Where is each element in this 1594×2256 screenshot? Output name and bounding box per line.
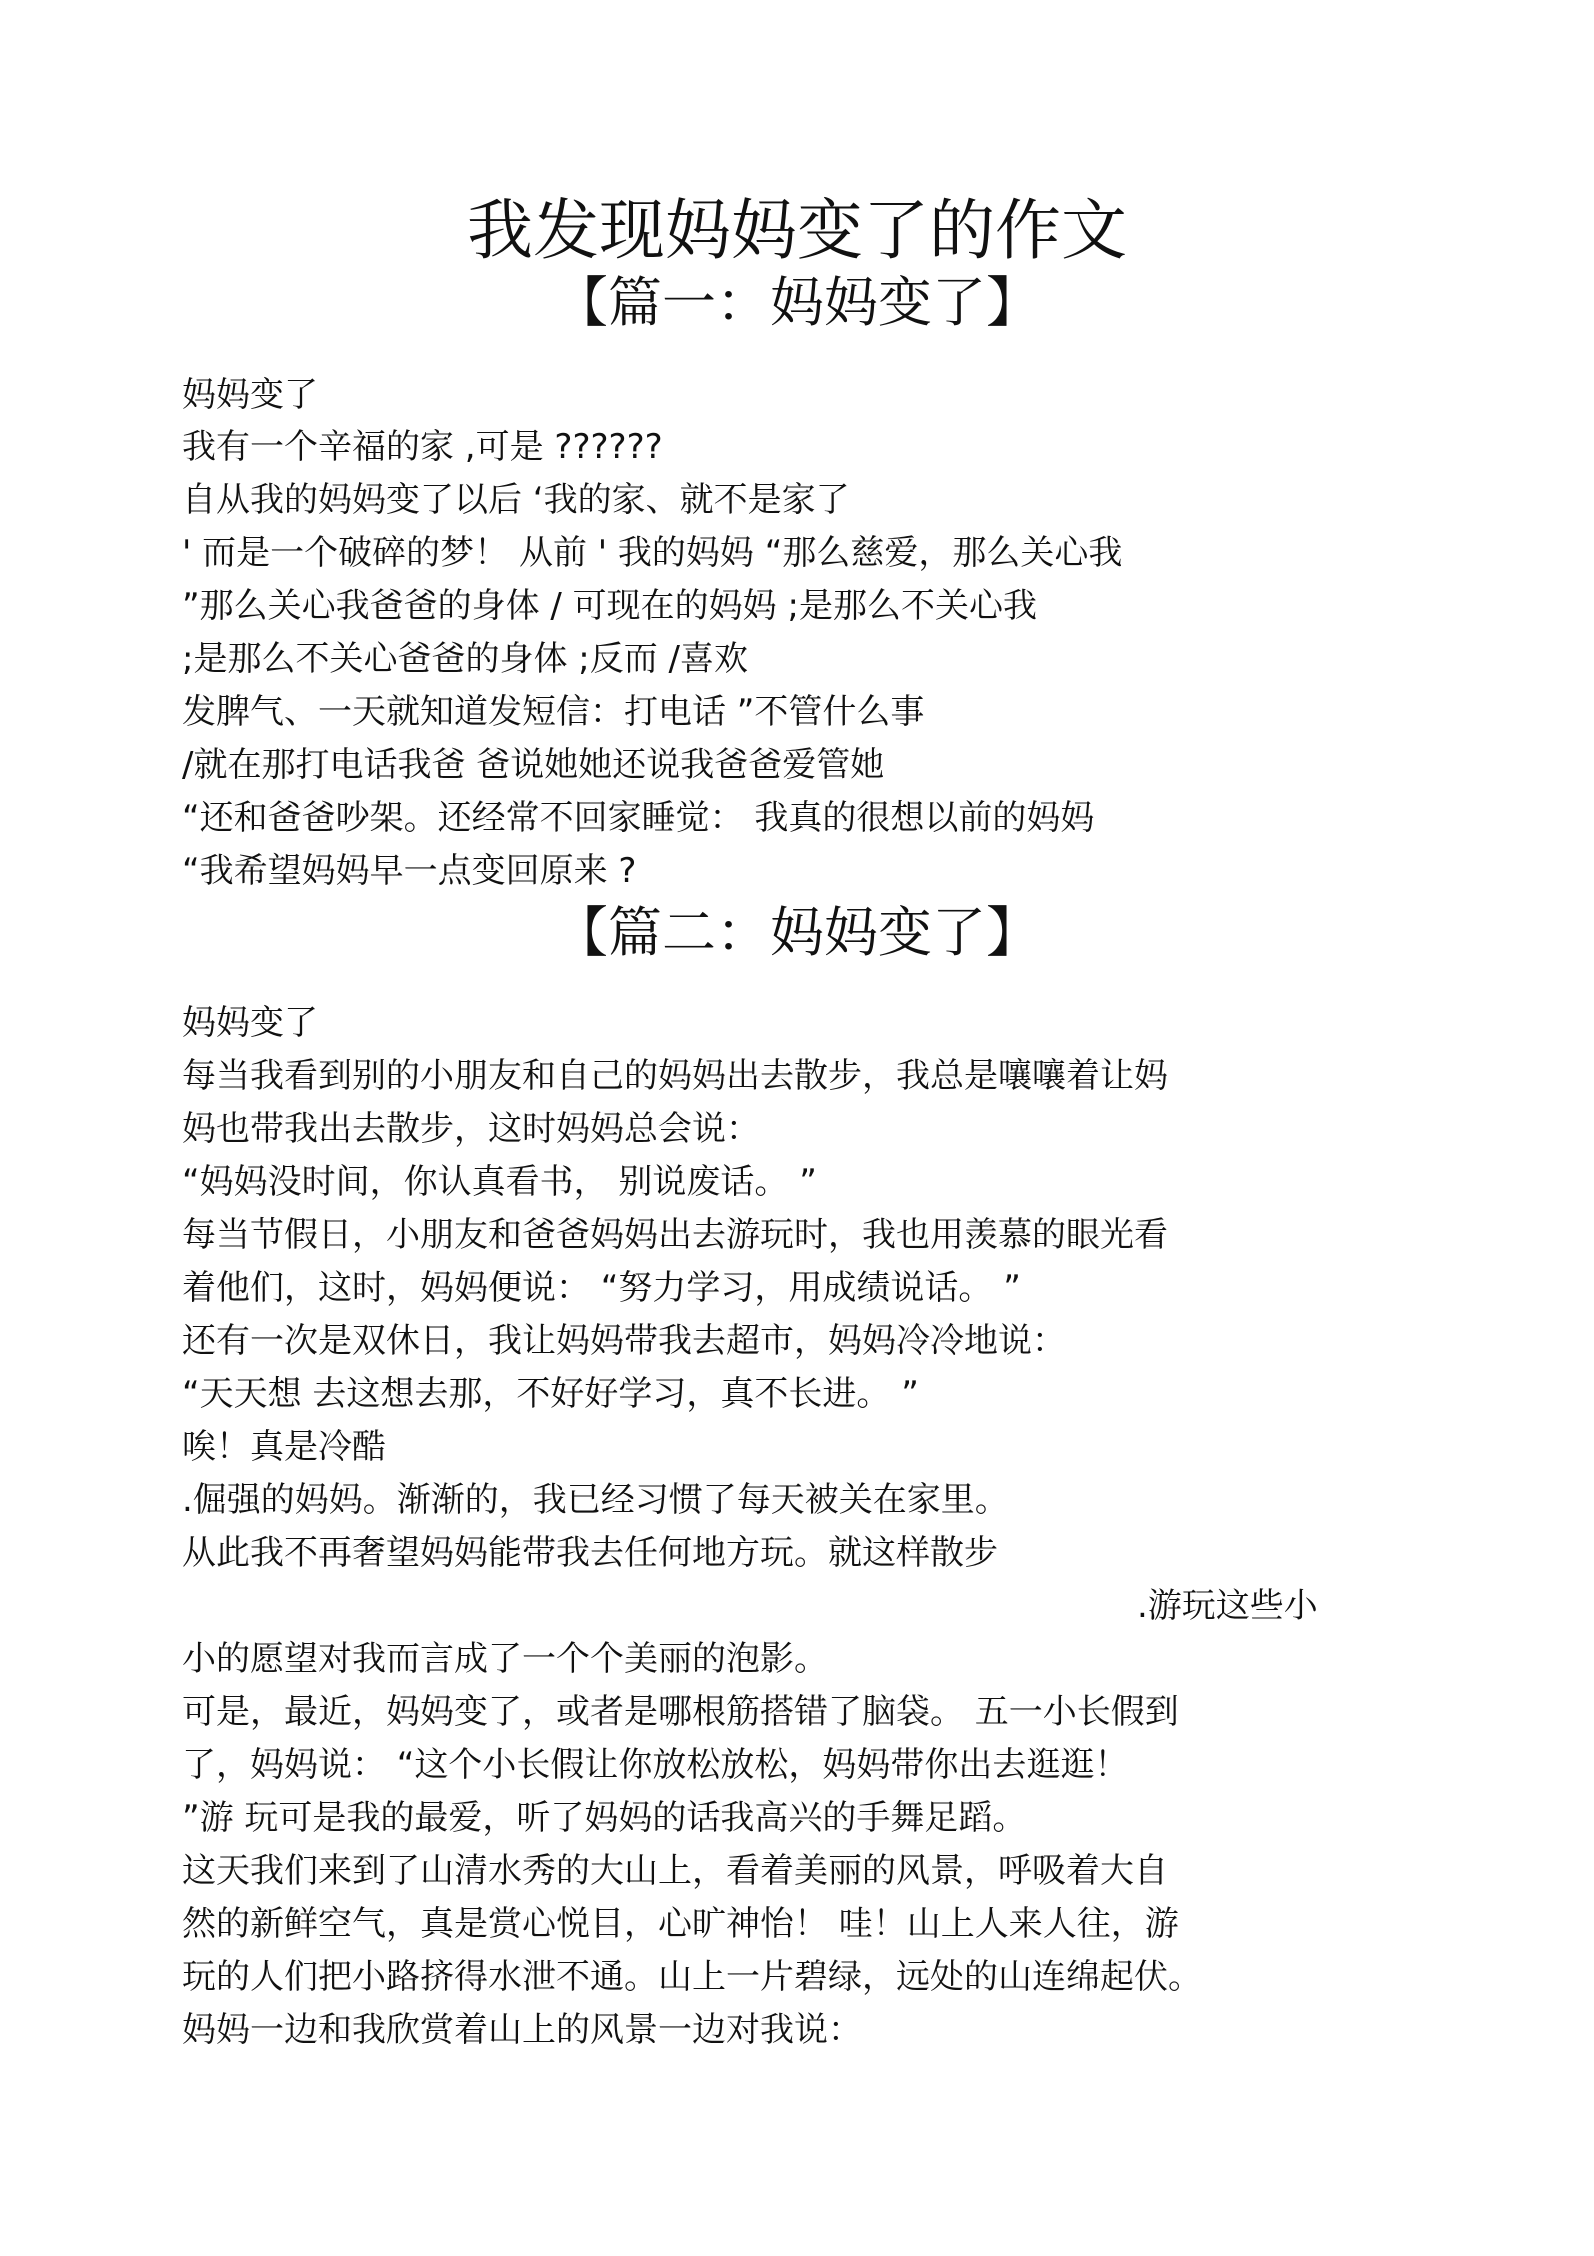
text-line: 还有一次是双休日，我让妈妈带我去超市，妈妈冷冷地说： (182, 1321, 1066, 1361)
text-line: 了，妈妈说： “这个小长假让你放松放松，妈妈带你出去逛逛！ (182, 1745, 1129, 1785)
text-line: ”游 玩可是我的最爱，听了妈妈的话我高兴的手舞足蹈。 (182, 1798, 1027, 1838)
text-line: “我希望妈妈早一点变回原来 ? (182, 851, 637, 891)
text-line: 从此我不再奢望妈妈能带我去任何地方玩。就这样散步 (182, 1533, 998, 1573)
text-line: .倔强的妈妈。渐渐的，我已经习惯了每天被关在家里。 (182, 1480, 1009, 1520)
text-line: 每当我看到别的小朋友和自己的妈妈出去散步，我总是嚷嚷着让妈 (182, 1056, 1168, 1096)
text-line: 玩的人们把小路挤得水泄不通。山上一片碧绿，远处的山连绵起伏。 (182, 1957, 1202, 1997)
text-line: 然的新鲜空气，真是赏心悦目，心旷神怡！ 哇！山上人来人往，游 (182, 1904, 1179, 1944)
text-line: 我有一个辛福的家 ,可是 ?????? (182, 427, 663, 467)
text-line: 自从我的妈妈变了以后 ‘我的家、就不是家了 (182, 480, 850, 520)
text-line: 妈妈一边和我欣赏着山上的风景一边对我说： (182, 2010, 862, 2050)
text-line: 可是，最近，妈妈变了，或者是哪根筋搭错了脑袋。 五一小长假到 (182, 1692, 1179, 1732)
text-line: 着他们，这时，妈妈便说： “努力学习，用成绩说话。 ” (182, 1268, 1021, 1308)
section-heading: 【篇二：妈妈变了】 (554, 901, 1040, 964)
document-title: 我发现妈妈变了的作文 (467, 192, 1127, 269)
text-line: “天天想 去这想去那，不好好学习，真不长进。 ” (182, 1374, 919, 1414)
text-line: 妈妈变了 (182, 375, 318, 415)
text-line: 小的愿望对我而言成了一个个美丽的泡影。 (182, 1639, 828, 1679)
text-line: 每当节假日，小朋友和爸爸妈妈出去游玩时，我也用羡慕的眼光看 (182, 1215, 1168, 1255)
text-line: “妈妈没时间，你认真看书， 别说废话。 ” (182, 1162, 817, 1202)
text-line: .游玩这些小 (1137, 1586, 1318, 1626)
text-line: 发脾气、一天就知道发短信：打电话 ”不管什么事 (182, 692, 925, 732)
text-line: 妈妈变了 (182, 1003, 318, 1043)
text-line: ;是那么不关心爸爸的身体 ;反而 /喜欢 (182, 639, 748, 679)
text-line: /就在那打电话我爸 爸说她她还说我爸爸爱管她 (182, 745, 885, 785)
text-line: 唉！真是冷酷 (182, 1427, 386, 1467)
text-line: 这天我们来到了山清水秀的大山上，看着美丽的风景，呼吸着大自 (182, 1851, 1168, 1891)
text-line: ' 而是一个破碎的梦！ 从前 ' 我的妈妈 “那么慈爱，那么关心我 (182, 533, 1123, 573)
text-line: ”那么关心我爸爸的身体 / 可现在的妈妈 ;是那么不关心我 (182, 586, 1037, 626)
text-line: “还和爸爸吵架。还经常不回家睡觉： 我真的很想以前的妈妈 (182, 798, 1095, 838)
text-line: 妈也带我出去散步，这时妈妈总会说： (182, 1109, 760, 1149)
section-heading: 【篇一：妈妈变了】 (554, 271, 1040, 334)
